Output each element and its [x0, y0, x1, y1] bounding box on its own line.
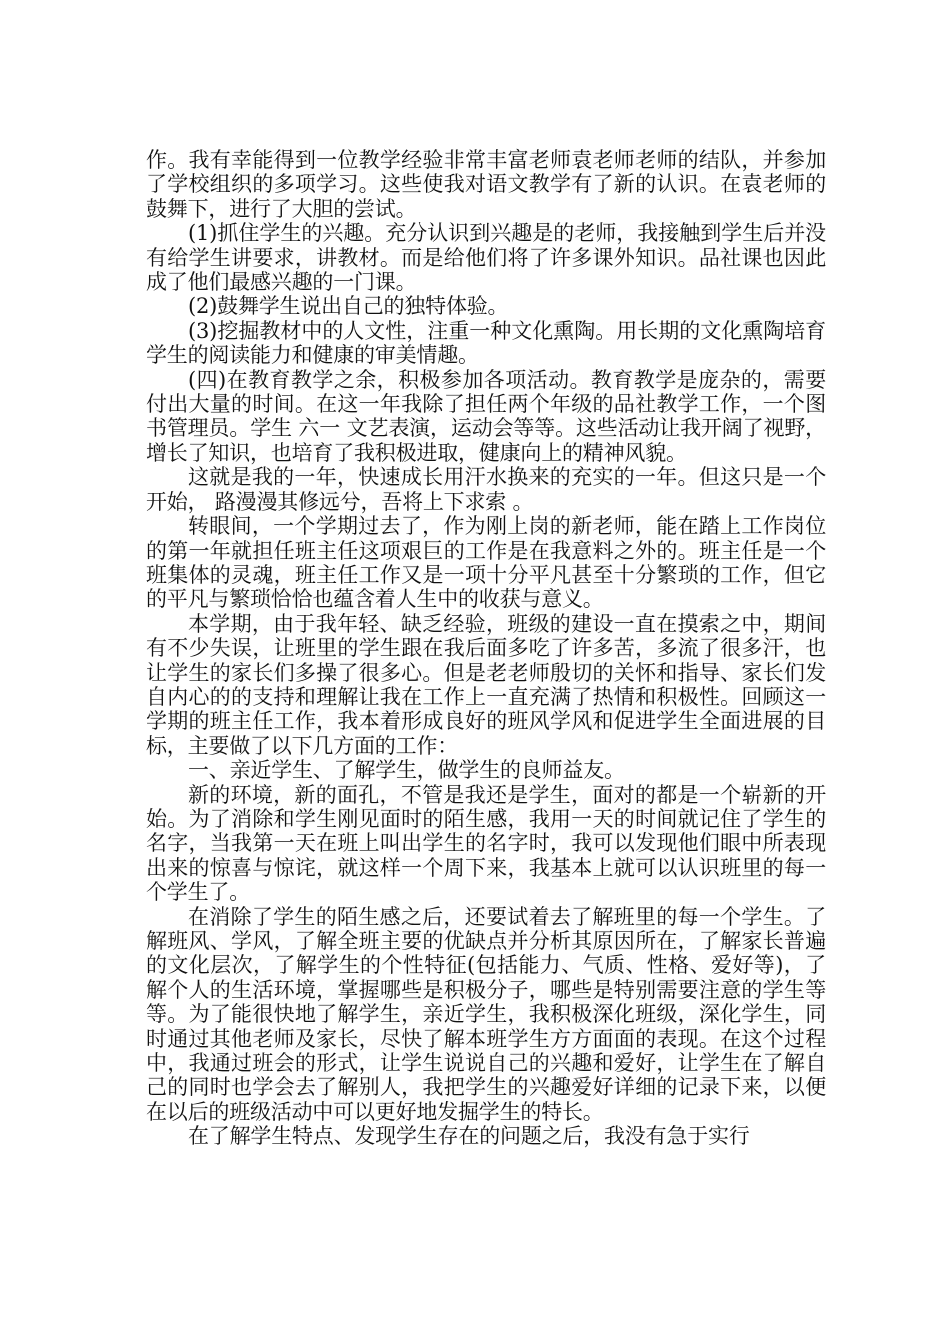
paragraph-7: 转眼间，一个学期过去了，作为刚上岗的新老师，能在踏上工作岗位的第一年就担任班主任这项艰巨的工作是在我意料之外的。班主任是一个班集体的灵魂，班主任工作又是一项十分平凡甚至十分繁琐的工作，但它的平凡与繁琐恰恰也蕴含着人生中的收获与意义。: [146, 514, 826, 612]
paragraph-11: 在消除了学生的陌生感之后，还要试着去了解班里的每一个学生。了解班风、学风，了解全班主要的优缺点并分析其原因所在，了解家长普遍的文化层次，了解学生的个性特征(包括能力、气质、性格、爱好等)，了解个人的生活环境，掌握哪些是积极分子，哪些是特别需要注意的学生等等。为了能很快地了解学生，亲近学生，我积极深化班级，深化学生，同时通过其他老师及家长，尽快了解本班学生方方面面的表现。在这个过程中，我通过班会的形式，让学生说说自己的兴趣和爱好，让学生在了解自己的同时也学会去了解别人，我把学生的兴趣爱好详细的记录下来，以便在以后的班级活动中可以更好地发掘学生的特长。: [146, 904, 826, 1124]
paragraph-4: (3)挖掘教材中的人文性，注重一种文化熏陶。用长期的文化熏陶培育学生的阅读能力和健康的审美情趣。: [146, 318, 826, 368]
paragraph-10: 新的环境，新的面孔，不管是我还是学生，面对的都是一个崭新的开始。为了消除和学生刚见面时的陌生感，我用一天的时间就记住了学生的名字，当我第一天在班上叫出学生的名字时，我可以发现他们眼中所表现出来的惊喜与惊诧，就这样一个周下来，我基本上就可以认识班里的每一个学生了。: [146, 782, 826, 905]
paragraph-12: 在了解学生特点、发现学生存在的问题之后，我没有急于实行: [188, 1124, 750, 1149]
paragraph-5: (四)在教育教学之余，积极参加各项活动。教育教学是庞杂的，需要付出大量的时间。在这一年我除了担任两个年级的品社教学工作，一个图书管理员。学生 六一 文艺表演，运动会等等。这些活动让我开阔了视野，增长了知识，也培育了我积极进取，健康向上的精神风貌。: [146, 367, 826, 465]
paragraph-8: 本学期，由于我年轻、缺乏经验，班级的建设一直在摸索之中，期间有不少失误，让班里的学生跟在我后面多吃了许多苦，多流了很多汗，也让学生的家长们多操了很多心。但是老老师殷切的关怀和指导、家长们发自内心的的支持和理解让我在工作上一直充满了热情和积极性。回顾这一学期的班主任工作，我本着形成良好的班风学风和促进学生全面进展的目标，主要做了以下几方面的工作：: [146, 611, 826, 758]
section-heading: 一、亲近学生、了解学生，做学生的良师益友。: [188, 758, 625, 783]
paragraph-3: (2)鼓舞学生说出自己的独特体验。: [188, 294, 509, 319]
paragraph-1: 作。我有幸能得到一位教学经验非常丰富老师袁老师老师的结队，并参加了学校组织的多项学习。这些使我对语文教学有了新的认识。在袁老师的鼓舞下，进行了大胆的尝试。: [146, 148, 826, 221]
document-body: [146, 148, 826, 1149]
paragraph-2: (1)抓住学生的兴趣。充分认识到兴趣是的老师，我接触到学生后并没有给学生讲要求，讲教材。而是给他们将了许多课外知识。品社课也因此成了他们最感兴趣的一门课。: [146, 221, 826, 295]
paragraph-6: 这就是我的一年，快速成长用汗水换来的充实的一年。但这只是一个开始， 路漫漫其修远兮，吾将上下求索 。: [146, 465, 826, 514]
